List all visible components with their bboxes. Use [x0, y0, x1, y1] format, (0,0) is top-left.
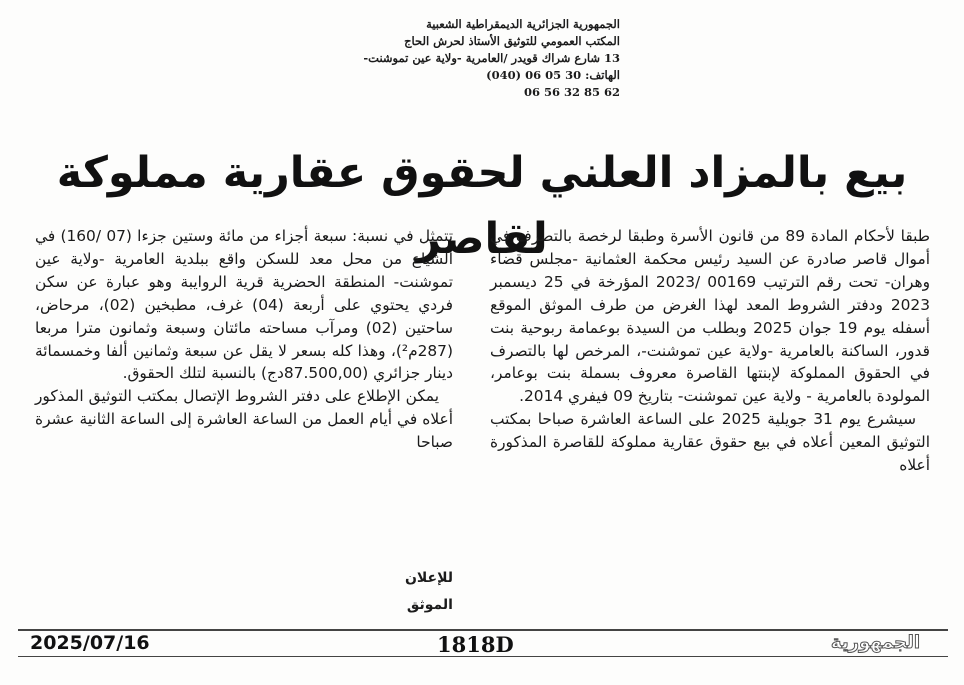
- header-republic-line: الجمهورية الجزائرية الديمقراطية الشعبية: [426, 17, 620, 31]
- newspaper-logo: الجمهورية: [830, 632, 921, 653]
- ad-reference-code: 1818D: [437, 632, 514, 657]
- left-paragraph-1: تتمثل في نسبة: سبعة أجزاء من مائة وستين جزءا (07 /160) في الشياع من محل معد للسكن واقع ببلدية العامرية -ولاية عين تموشنت- المنطقة الحضرية قرية الروايبة وهو عبارة عن سكن فردي يحتوي على أربعة (04) غرف، مطبخين (02)، مرحاض، ساحتين (02) ومرآب مساحته مائتان وسبعة وثمانون مترا مربعا (287م²)، وهذا كله بسعر لا يقل عن سبعة وثمانين ألفا وخمسمائة دينار جزائري (87.500,00دج) بالنسبة لتلك الحقوق.: [35, 227, 454, 383]
- left-paragraph-2: يمكن الإطلاع على دفتر الشروط الإتصال بمكتب التوثيق المذكور أعلاه في أيام العمل من الساعة العاشرة إلى الساعة الثانية عشرة صباحا: [35, 387, 453, 452]
- right-paragraph-2: سيشرع يوم 31 جويلية 2025 على الساعة العاشرة صباحا بمكتب التوثيق المعين أعلاه في بيع حقوق عقارية مملوكة للقاصرة المذكورة أعلاه: [490, 410, 930, 475]
- header-office-line: المكتب العمومي للتوثيق الأستاذ لحرش الحاج: [404, 34, 620, 48]
- footer-bottom-rule: [18, 656, 948, 657]
- header-mobile-line: 06 56 32 85 62: [523, 85, 620, 99]
- right-paragraph-1: طبقا لأحكام المادة 89 من قانون الأسرة وطبقا لرخصة بالتصرف في أموال قاصر صادرة عن السيد رئيس محكمة العثمانية -مجلس قضاء وهران- تحت رقم الترتيب 00169 /2023 المؤرخة في 25 ديسمبر 2023 ودفتر الشروط المعد لهذا الغرض من طرف الموثق الموقع أسفله يوم 19 جوان 2025 وبطلب من السيدة بوعمامة ربوحية بنت قدور، الساكنة بالعامرية -ولاية عين تموشنت-، المرخص لها بالتصرف في الحقوق المملوكة لإبنتها القاصرة معروف بسملة بنت بوعامر، المولودة بالعامرية - ولاية عين تموشنت- بتاريخ 09 فيفري 2014.: [490, 227, 931, 406]
- right-text-column: [490, 225, 930, 477]
- sign-notary: الموثق: [406, 597, 453, 613]
- publication-date: 2025/07/16: [30, 632, 150, 654]
- footer-top-rule: [18, 629, 948, 631]
- sign-for-announcement: للإعلان: [404, 570, 453, 586]
- header-phone-line: الهاتف: 30 05 06 (040): [486, 68, 620, 82]
- notary-office-header: [350, 16, 620, 101]
- left-text-column: [35, 225, 453, 454]
- header-address-line: 13 شارع شراك قويدر /العامرية -ولاية عين تموشنت-: [363, 51, 620, 65]
- ad-title: بيع بالمزاد العلني لحقوق عقارية مملوكة لقاصر: [56, 148, 908, 264]
